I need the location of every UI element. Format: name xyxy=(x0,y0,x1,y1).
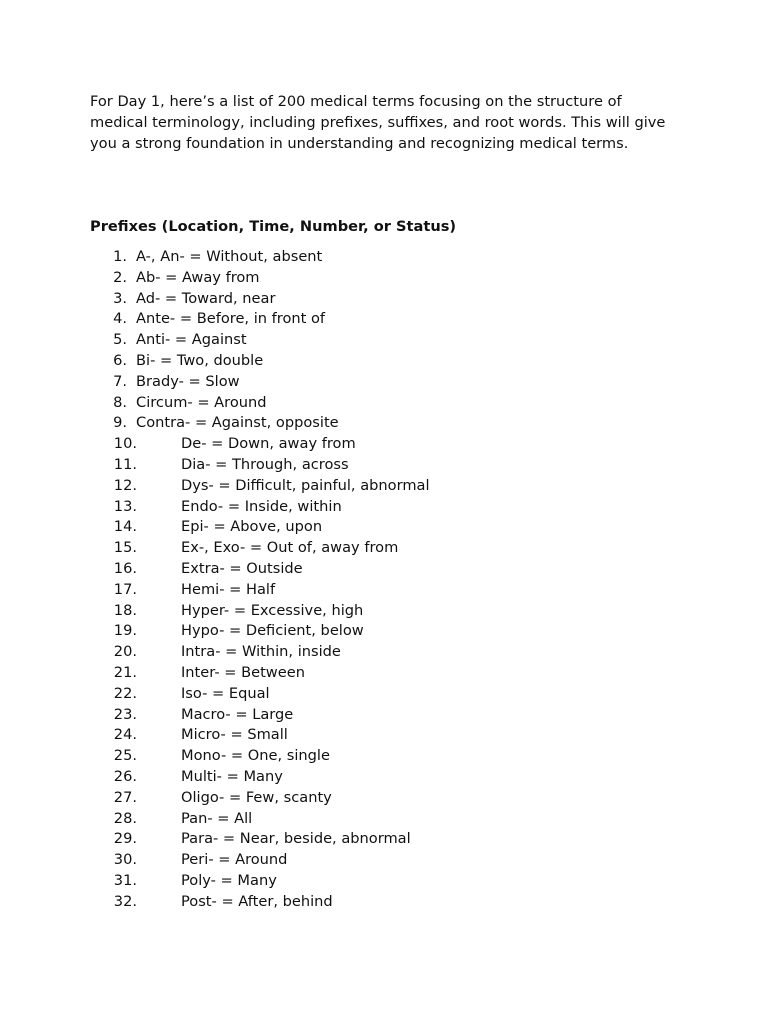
list-item xyxy=(0,538,768,559)
list-item xyxy=(0,393,768,414)
list-item xyxy=(0,268,768,289)
list-item xyxy=(0,372,768,393)
list-item xyxy=(0,871,768,892)
list-item-number: 2. xyxy=(113,268,127,286)
list-item xyxy=(0,767,768,788)
list-item xyxy=(0,746,768,767)
list-item-number: 11. xyxy=(113,455,137,473)
list-item-term: Inter- = Between xyxy=(181,663,305,681)
list-item-term: De- = Down, away from xyxy=(181,435,356,453)
list-item-term: Ex-, Exo- = Out of, away from xyxy=(181,539,399,557)
list-item-number: 32. xyxy=(113,892,137,910)
list-item-term: Epi- = Above, upon xyxy=(181,518,323,536)
list-item-term: Anti- = Against xyxy=(136,331,247,349)
list-item xyxy=(0,892,768,913)
list-item xyxy=(0,476,768,497)
list-item-number: 15. xyxy=(113,539,137,557)
list-item-term: Poly- = Many xyxy=(181,871,277,889)
prefix-list xyxy=(0,247,768,913)
list-item-term: Hemi- = Half xyxy=(181,580,276,598)
list-item-term: Macro- = Large xyxy=(181,705,294,723)
list-item-number: 4. xyxy=(113,310,127,328)
list-item-term: Ad- = Toward, near xyxy=(136,289,276,307)
list-item xyxy=(0,413,768,434)
list-item xyxy=(0,289,768,310)
list-item xyxy=(0,351,768,372)
list-item-term: Oligo- = Few, scanty xyxy=(181,788,332,806)
list-item xyxy=(0,788,768,809)
list-item-term: Para- = Near, beside, abnormal xyxy=(181,830,411,848)
list-item-number: 23. xyxy=(113,705,137,723)
list-item xyxy=(0,850,768,871)
list-item-term: Extra- = Outside xyxy=(181,559,303,577)
list-item-term: Brady- = Slow xyxy=(136,372,240,390)
list-item-number: 8. xyxy=(113,393,127,411)
list-item-number: 25. xyxy=(113,747,137,765)
list-item-number: 22. xyxy=(113,684,137,702)
list-item-number: 9. xyxy=(113,414,127,432)
list-item-number: 17. xyxy=(113,580,137,598)
list-item-term: Hypo- = Deficient, below xyxy=(181,622,364,640)
list-item-term: Circum- = Around xyxy=(136,393,267,411)
list-item-number: 31. xyxy=(113,871,137,889)
list-item xyxy=(0,309,768,330)
list-item-term: Ante- = Before, in front of xyxy=(136,310,326,328)
list-item xyxy=(0,517,768,538)
list-item-number: 18. xyxy=(113,601,137,619)
list-item-term: Bi- = Two, double xyxy=(136,351,264,369)
list-item xyxy=(0,434,768,455)
list-item xyxy=(0,247,768,268)
list-item-number: 14. xyxy=(113,518,137,536)
list-item-term: Intra- = Within, inside xyxy=(181,643,341,661)
list-item-term: Contra- = Against, opposite xyxy=(136,414,339,432)
list-item xyxy=(0,809,768,830)
list-item-number: 19. xyxy=(113,622,137,640)
list-item-term: A-, An- = Without, absent xyxy=(136,248,323,265)
list-item-number: 28. xyxy=(113,809,137,827)
list-item-number: 29. xyxy=(113,830,137,848)
list-item-term: Iso- = Equal xyxy=(181,684,270,702)
list-item-term: Multi- = Many xyxy=(181,767,283,785)
list-item-number: 27. xyxy=(113,788,137,806)
list-item xyxy=(0,642,768,663)
list-item xyxy=(0,559,768,580)
list-item xyxy=(0,705,768,726)
list-item-number: 1. xyxy=(113,248,127,265)
list-item xyxy=(0,601,768,622)
list-item-term: Micro- = Small xyxy=(181,726,288,744)
list-item-number: 6. xyxy=(113,351,127,369)
list-item xyxy=(0,455,768,476)
list-item xyxy=(0,497,768,518)
list-item xyxy=(0,684,768,705)
section-heading: Prefixes (Location, Time, Number, or Status) xyxy=(90,218,457,235)
list-item-term: Ab- = Away from xyxy=(136,268,260,286)
list-item xyxy=(0,330,768,351)
list-item-term: Hyper- = Excessive, high xyxy=(181,601,364,619)
list-item-number: 26. xyxy=(113,767,137,785)
list-item-number: 7. xyxy=(113,372,127,390)
list-item xyxy=(0,663,768,684)
list-item-term: Peri- = Around xyxy=(181,851,288,869)
list-item-number: 12. xyxy=(113,476,137,494)
list-item xyxy=(0,725,768,746)
list-item-term: Dys- = Difficult, painful, abnormal xyxy=(181,476,430,494)
list-item-number: 16. xyxy=(113,559,137,577)
list-item-number: 3. xyxy=(113,289,127,307)
intro-paragraph: For Day 1, here’s a list of 200 medical terms focusing on the structure of medical terminology, including prefixes, suffixes, and root words. This will give you a strong foundation in understanding and recognizing medical terms. xyxy=(90,93,666,152)
list-item-number: 10. xyxy=(113,435,137,453)
list-item-term: Dia- = Through, across xyxy=(181,455,349,473)
list-item-number: 24. xyxy=(113,726,137,744)
list-item-term: Post- = After, behind xyxy=(181,892,333,910)
list-item xyxy=(0,621,768,642)
list-item-number: 5. xyxy=(113,331,127,349)
list-item-term: Endo- = Inside, within xyxy=(181,497,342,515)
list-item-number: 20. xyxy=(113,643,137,661)
list-item-term: Pan- = All xyxy=(181,809,253,827)
list-item-number: 13. xyxy=(113,497,137,515)
list-item-term: Mono- = One, single xyxy=(181,747,330,765)
list-item-number: 21. xyxy=(113,663,137,681)
list-item xyxy=(0,829,768,850)
list-item xyxy=(0,580,768,601)
list-item-number: 30. xyxy=(113,851,137,869)
